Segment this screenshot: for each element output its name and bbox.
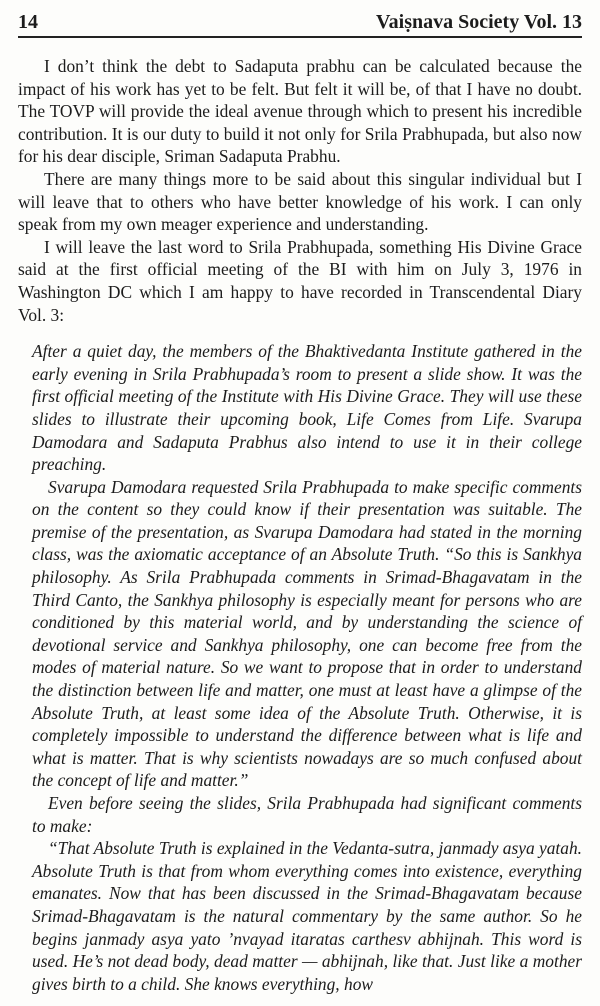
body-text	[18, 55, 582, 995]
paragraph: I don’t think the debt to Sadaputa prabhu can be calculated because the impact of his work has yet to be felt. But felt it will be, of that I have no doubt. The TOVP will provide the ideal avenue through which to present his incredible contribution. It is our duty to build it not only for Srila Prabhupada, but also now for his dear disciple, Sriman Sadaputa Prabhu.	[18, 56, 582, 167]
running-head: Vaiṣnava Society Vol. 13	[376, 11, 582, 33]
block-quote	[18, 340, 582, 995]
page-number: 14	[18, 11, 38, 33]
page-header	[18, 10, 582, 38]
quote-paragraph: Even before seeing the slides, Srila Prabhupada had significant comments to make:	[32, 793, 582, 836]
paragraph: There are many things more to be said about this singular individual but I will leave that to others who have better knowledge of his work. I can only speak from my own meager experience and understanding.	[18, 168, 582, 235]
paragraph: I will leave the last word to Srila Prabhupada, something His Divine Grace said at the first official meeting of the BI with him on July 3, 1976 in Washington DC which I am happy to have recorded in Transcendental Diary Vol. 3:	[18, 236, 582, 325]
quote-paragraph: Svarupa Damodara requested Srila Prabhupada to make specific comments on the content so they could know if their presentation was suitable. The premise of the presentation, as Svarupa Damodara had stated in the morning class, was the axiomatic acceptance of an Absolute Truth. “So this is Sankhya philosophy. As Srila Prabhupada comments in Srimad-Bhagavatam in the Third Canto, the Sankhya philosophy is especially meant for persons who are conditioned by this material world, and by understanding the science of devotional service and Sankhya philosophy, one can become free from the modes of material nature. So we want to propose that in order to understand the distinction between life and matter, one must at least have a glimpse of the Absolute Truth, at least some idea of the Absolute Truth. Otherwise, it is completely impossible to understand the difference between what is life and what is matter. That is why scientists nowadays are so much confused about the concept of life and matter.”	[32, 476, 582, 791]
quote-paragraph: “That Absolute Truth is explained in the Vedanta-sutra, janmady asya yatah. Absolute Truth is that from whom everything comes into existence, everything emanates. Now that has been discussed in the Srimad-Bhagavatam because Srimad-Bhagavatam is the natural commentary by the same author. So he begins janmady asya yato ’nvayad itaratas carthesv abhijnah. This word is used. He’s not dead body, dead matter — abhijnah, like that. Just like a mother gives birth to a child. She knows everything, how	[32, 838, 582, 994]
quote-paragraph: After a quiet day, the members of the Bhaktivedanta Institute gathered in the early evening in Srila Prabhupada’s room to present a slide show. It was the first official meeting of the Institute with His Divine Grace. They will use these slides to illustrate their upcoming book, Life Comes from Life. Svarupa Damodara and Sadaputa Prabhus also intend to use it in their college preaching.	[32, 341, 582, 475]
